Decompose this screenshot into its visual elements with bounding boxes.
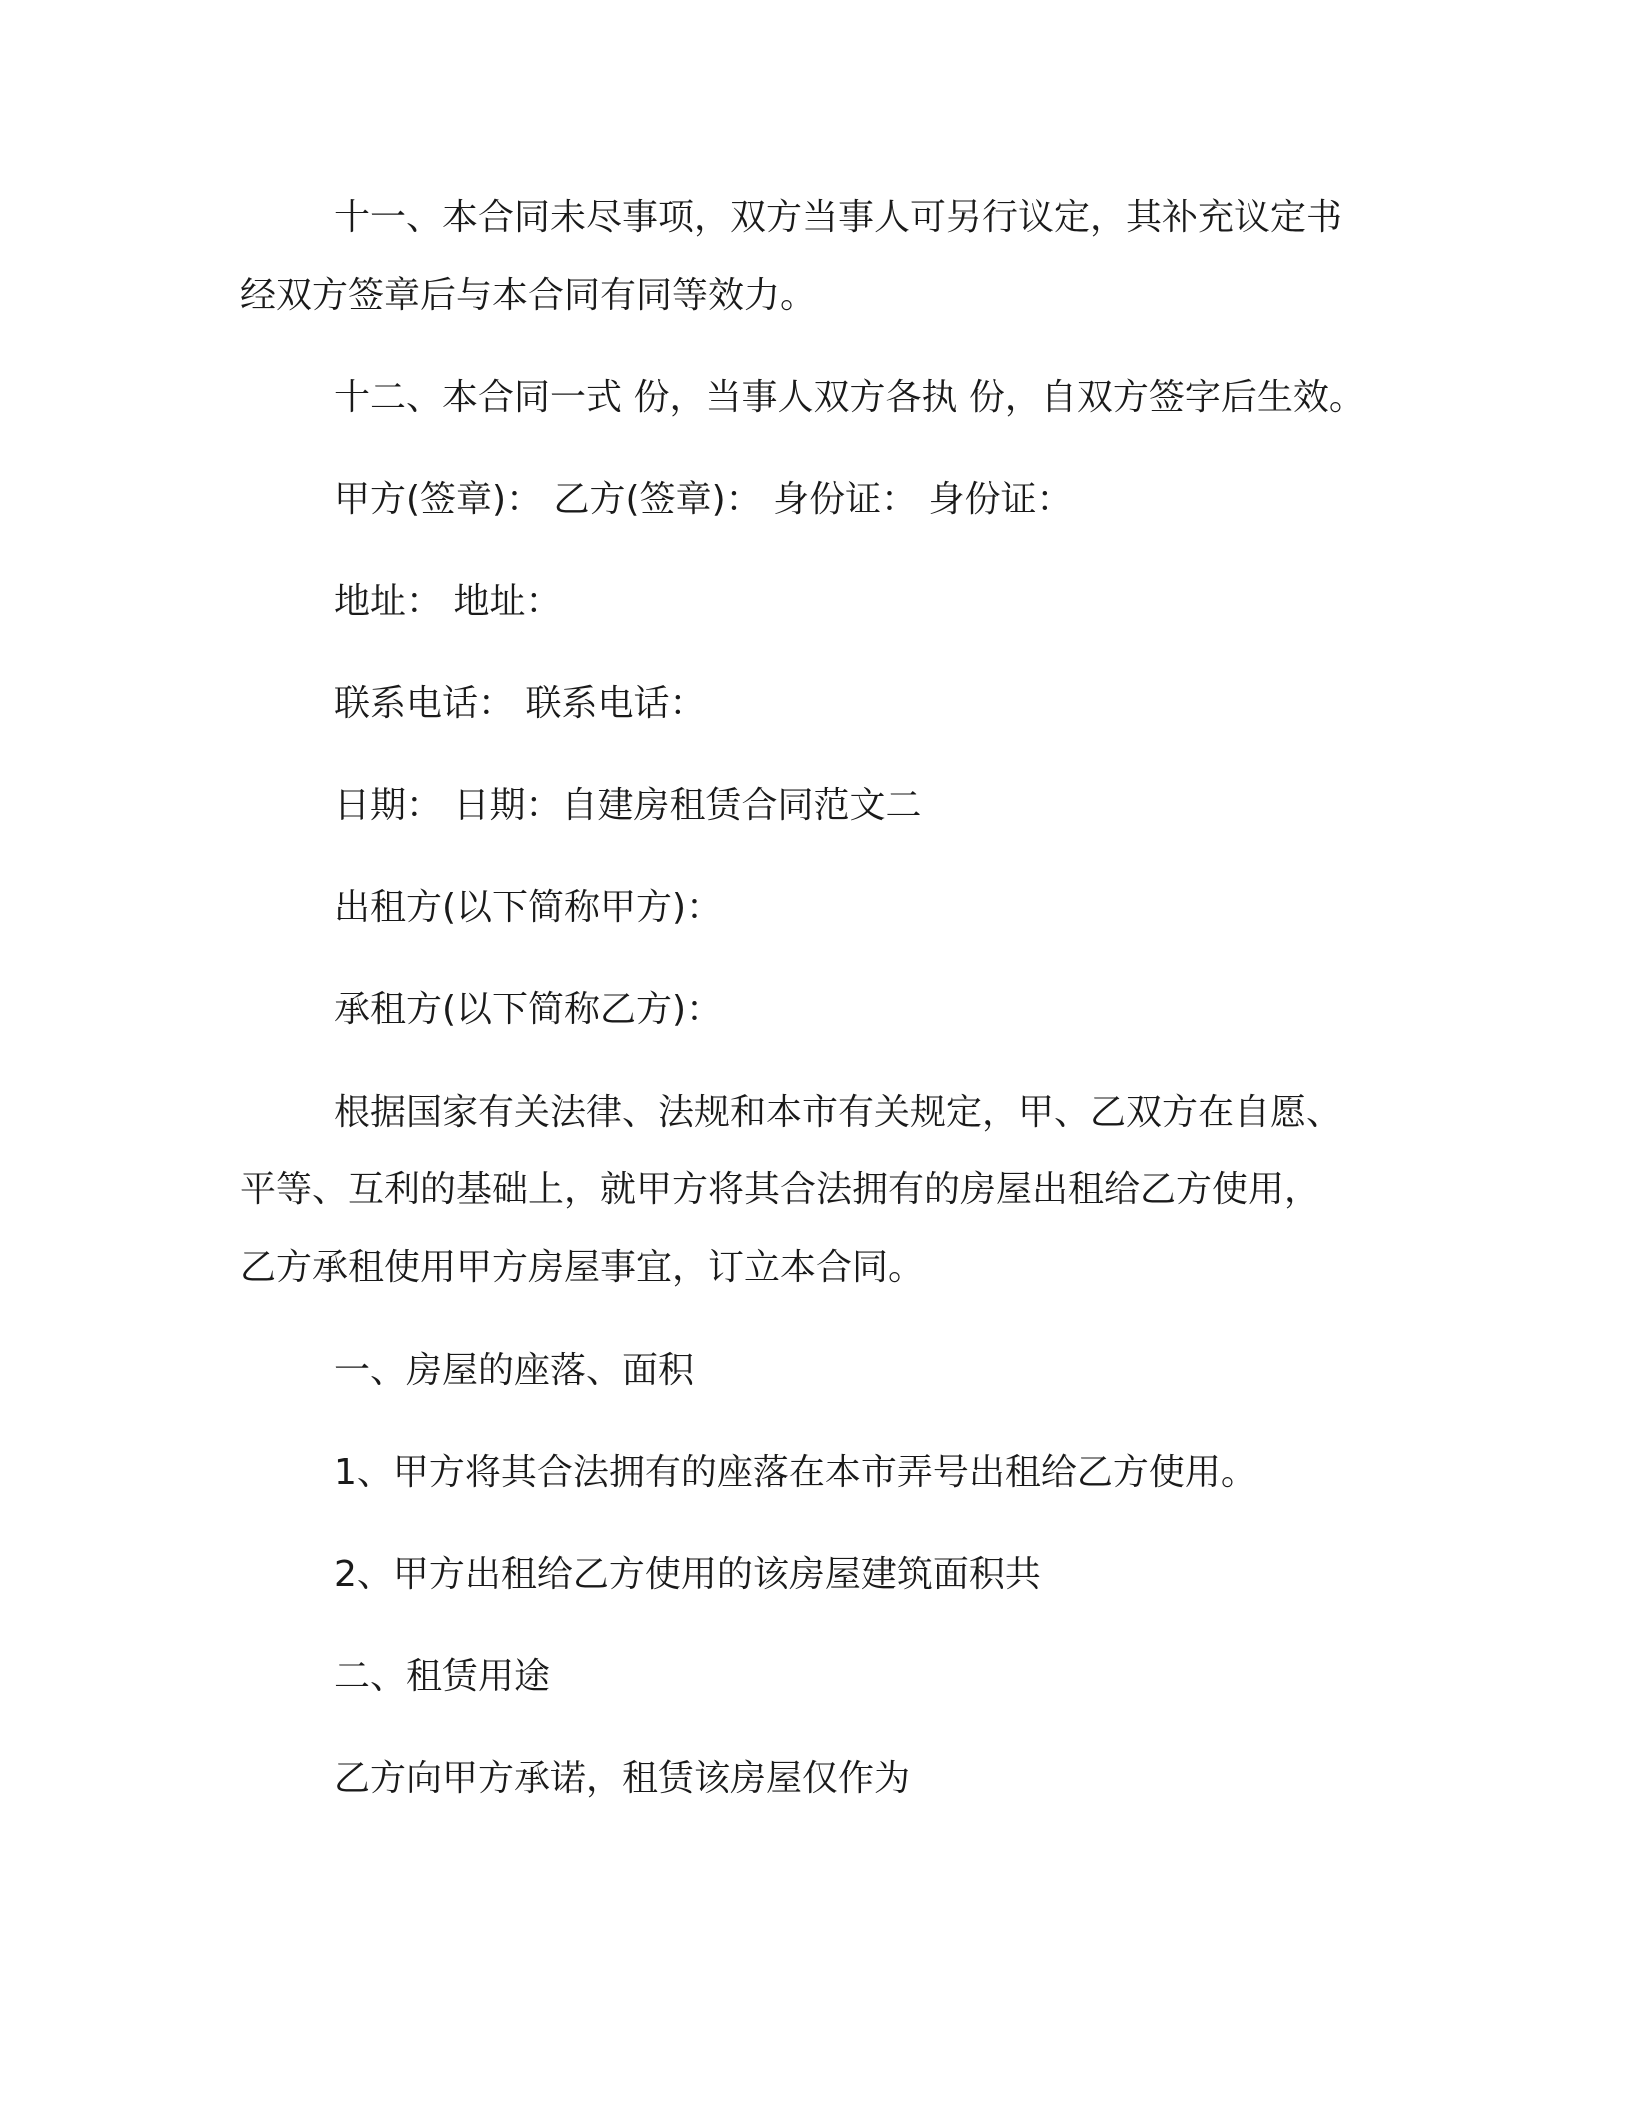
- signature-fields: 甲方(签章)： 乙方(签章)： 身份证： 身份证：: [334, 479, 1073, 520]
- address-fields: 地址： 地址：: [334, 581, 562, 622]
- lessor-line: 出租方(以下简称甲方)：: [334, 887, 723, 928]
- section-2-heading: 二、租赁用途: [334, 1656, 551, 1697]
- lessee-line: 承租方(以下简称乙方)：: [334, 989, 723, 1030]
- date-fields: 日期： 日期：自建房租赁合同范文二: [334, 785, 922, 826]
- clause-11-line-1: 十一、本合同未尽事项，双方当事人可另行议定，其补充议定书: [334, 197, 1343, 238]
- preamble-line-2: 平等、互利的基础上，就甲方将其合法拥有的房屋出租给乙方使用，: [240, 1169, 1321, 1210]
- section-1-heading: 一、房屋的座落、面积: [334, 1350, 695, 1391]
- section-1-item-1: 1、甲方将其合法拥有的座落在本市弄号出租给乙方使用。: [334, 1452, 1257, 1493]
- preamble-line-3: 乙方承租使用甲方房屋事宜，订立本合同。: [240, 1247, 925, 1288]
- section-2-text: 乙方向甲方承诺，租赁该房屋仅作为: [334, 1758, 911, 1799]
- preamble-line-1: 根据国家有关法律、法规和本市有关规定，甲、乙双方在自愿、: [334, 1092, 1343, 1133]
- clause-11-line-2: 经双方签章后与本合同有同等效力。: [240, 275, 817, 316]
- section-1-item-2: 2、甲方出租给乙方使用的该房屋建筑面积共: [334, 1554, 1041, 1595]
- clause-12: 十二、本合同一式 份，当事人双方各执 份，自双方签字后生效。: [334, 377, 1365, 418]
- phone-fields: 联系电话： 联系电话：: [334, 683, 706, 724]
